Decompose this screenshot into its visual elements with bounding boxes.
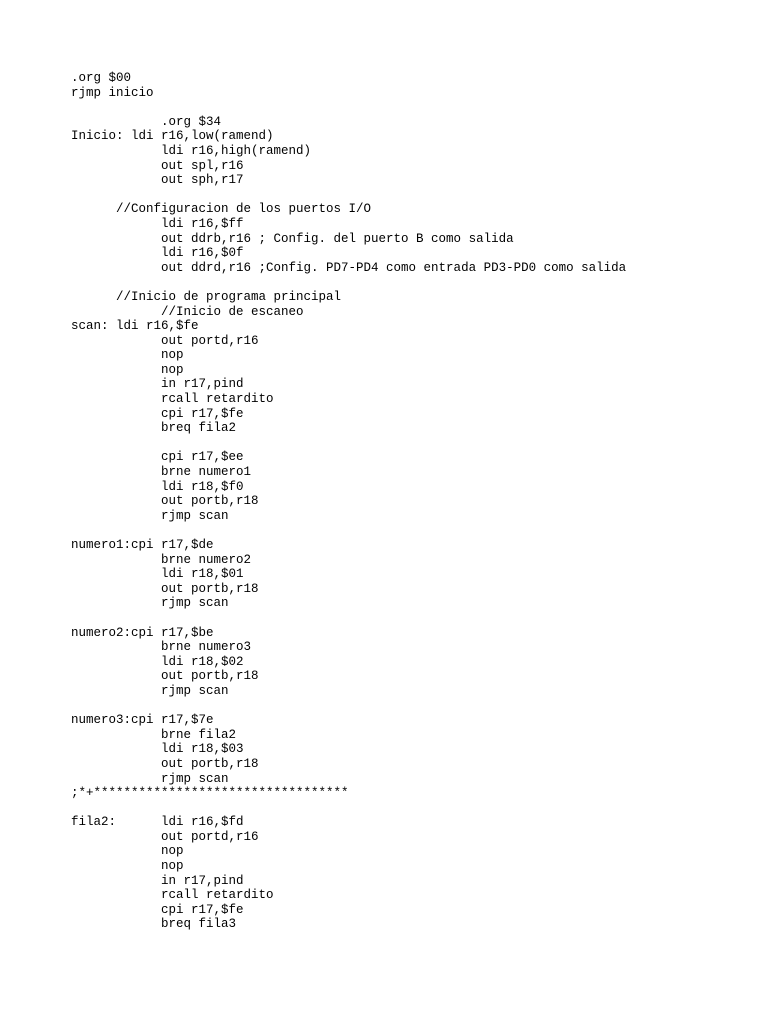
code-line: //Inicio de programa principal (71, 289, 342, 304)
code-line: ldi r16,$ff (71, 216, 244, 231)
code-line (71, 188, 626, 203)
code-line: out portd,r16 (71, 333, 259, 348)
code-line: rjmp inicio (71, 85, 154, 100)
code-line: in r17,pind (71, 377, 244, 392)
code-line (71, 275, 626, 290)
code-line: .org $34 (71, 114, 222, 129)
code-line: ldi r18,$f0 (71, 479, 244, 494)
code-line: ldi r18,$03 (71, 742, 244, 757)
code-line: cpi r17,$ee (71, 450, 244, 465)
assembly-code-listing (71, 71, 626, 932)
code-line: rjmp scan (71, 508, 229, 523)
code-line: out portb,r18 (71, 581, 259, 596)
code-line: out portb,r18 (71, 756, 259, 771)
code-line: out portb,r18 (71, 494, 259, 509)
code-line (71, 801, 626, 816)
code-line: ;*+********************************** (71, 786, 349, 801)
code-line: breq fila3 (71, 917, 237, 932)
code-line: nop (71, 348, 184, 363)
code-line: nop (71, 859, 184, 874)
code-line: Inicio: ldi r16,low(ramend) (71, 129, 274, 144)
code-line: rjmp scan (71, 683, 229, 698)
code-line (71, 523, 626, 538)
code-line: scan: ldi r16,$fe (71, 319, 199, 334)
code-line (71, 100, 626, 115)
code-line: rcall retardito (71, 888, 274, 903)
code-line: cpi r17,$fe (71, 406, 244, 421)
code-line: numero3:cpi r17,$7e (71, 713, 214, 728)
code-line: numero1:cpi r17,$de (71, 538, 214, 552)
code-line: nop (71, 362, 184, 377)
code-line: breq fila2 (71, 421, 237, 436)
code-line (71, 611, 626, 626)
code-line: rcall retardito (71, 392, 274, 407)
code-line: out ddrd,r16 ;Config. PD7-PD4 como entrada PD3-PD0 como salida (71, 260, 627, 275)
code-line (71, 436, 626, 451)
code-line: ldi r18,$01 (71, 567, 244, 582)
code-line: brne fila2 (71, 727, 237, 742)
code-line: rjmp scan (71, 771, 229, 786)
code-line: out ddrb,r16 ; Config. del puerto B como salida (71, 231, 514, 246)
code-line: brne numero2 (71, 552, 252, 567)
code-line: ldi r18,$02 (71, 654, 244, 669)
code-line: out portd,r16 (71, 829, 259, 844)
code-line: brne numero3 (71, 640, 252, 655)
code-line: ldi r16,$0f (71, 246, 244, 261)
code-line: out spl,r16 (71, 158, 244, 173)
code-line: ldi r16,high(ramend) (71, 143, 312, 158)
code-line: .org $00 (71, 71, 132, 85)
code-line: brne numero1 (71, 465, 252, 480)
code-line: cpi r17,$fe (71, 902, 244, 917)
code-line: //Inicio de escaneo (71, 304, 304, 319)
code-line: in r17,pind (71, 873, 244, 888)
code-line: numero2:cpi r17,$be (71, 625, 214, 640)
code-line (71, 699, 626, 714)
code-line: rjmp scan (71, 596, 229, 611)
code-line: //Configuracion de los puertos I/O (71, 202, 372, 217)
code-line: fila2: ldi r16,$fd (71, 815, 244, 830)
code-line: out portb,r18 (71, 669, 259, 684)
code-line: nop (71, 844, 184, 859)
code-line: out sph,r17 (71, 173, 244, 188)
